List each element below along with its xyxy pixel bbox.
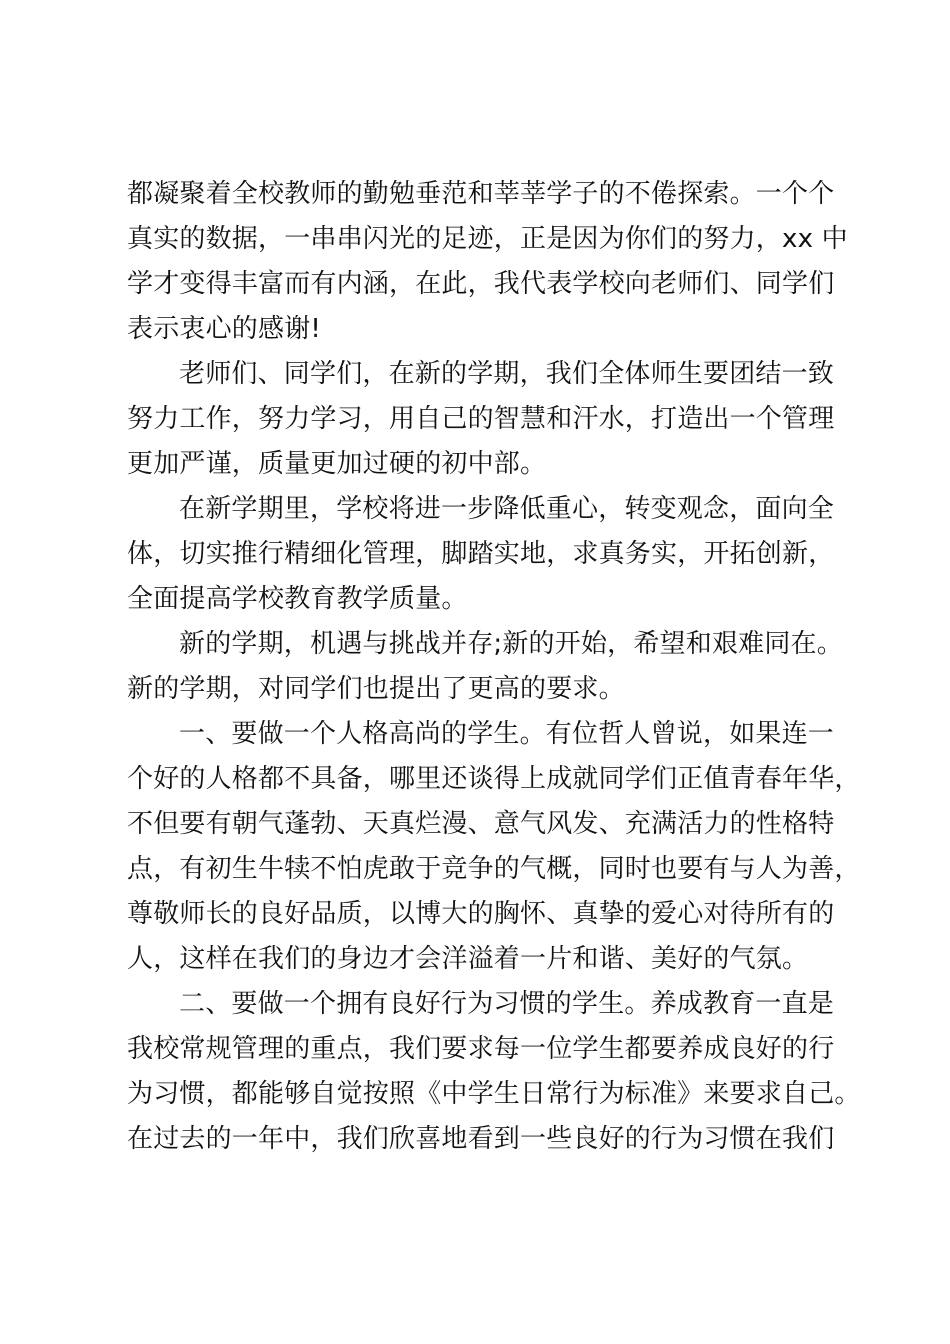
paragraph-6 <box>127 982 867 1162</box>
text-line: 新的学期，机遇与挑战并存;新的开始，希望和艰难同在。 <box>179 629 843 659</box>
paragraph-5 <box>127 712 867 982</box>
text-line: 二、要做一个拥有良好行为习惯的学生。养成教育一直是 <box>179 989 835 1019</box>
text-line: 都凝聚着全校教师的勤勉垂范和莘莘学子的不倦探索。一个个 <box>127 179 835 209</box>
paragraph-2 <box>127 352 867 487</box>
text-line: 不但要有朝气蓬勃、天真烂漫、意气风发、充满活力的性格特 <box>127 809 835 839</box>
text-line: 个好的人格都不具备，哪里还谈得上成就同学们正值青春年华， <box>127 764 861 794</box>
text-line: 在新学期里，学校将进一步降低重心，转变观念，面向全 <box>179 494 835 524</box>
text-line: 点，有初生牛犊不怕虎敢于竞争的气概，同时也要有与人为善， <box>127 854 861 884</box>
text-line: 人，这样在我们的身边才会洋溢着一片和谐、美好的气氛。 <box>127 944 809 974</box>
paragraph-1 <box>127 172 867 352</box>
text-line: 为习惯，都能够自觉按照《中学生日常行为标准》来要求自己。 <box>127 1079 861 1109</box>
document-body <box>127 172 867 1162</box>
text-line: 新的学期，对同学们也提出了更高的要求。 <box>127 674 625 704</box>
text-line: 努力工作，努力学习，用自己的智慧和汗水，打造出一个管理 <box>127 404 835 434</box>
text-line: 表示衷心的感谢! <box>127 314 322 344</box>
text-line: 体，切实推行精细化管理，脚踏实地，求真务实，开拓创新， <box>127 539 835 569</box>
paragraph-4 <box>127 622 867 712</box>
text-line: 学才变得丰富而有内涵，在此，我代表学校向老师们、同学们 <box>127 269 835 299</box>
text-line: 我校常规管理的重点，我们要求每一位学生都要养成良好的行 <box>127 1034 835 1064</box>
text-line: 老师们、同学们，在新的学期，我们全体师生要团结一致 <box>179 359 835 389</box>
text-line: 在过去的一年中，我们欣喜地看到一些良好的行为习惯在我们 <box>127 1124 835 1154</box>
text-line: 真实的数据，一串串闪光的足迹，正是因为你们的努力，xx 中 <box>127 224 848 254</box>
text-line: 更加严谨，质量更加过硬的初中部。 <box>127 449 547 479</box>
text-line: 一、要做一个人格高尚的学生。有位哲人曾说，如果连一 <box>179 719 835 749</box>
paragraph-3 <box>127 487 867 622</box>
text-line: 全面提高学校教育教学质量。 <box>127 584 468 614</box>
text-line: 尊敬师长的良好品质，以博大的胸怀、真挚的爱心对待所有的 <box>127 899 835 929</box>
